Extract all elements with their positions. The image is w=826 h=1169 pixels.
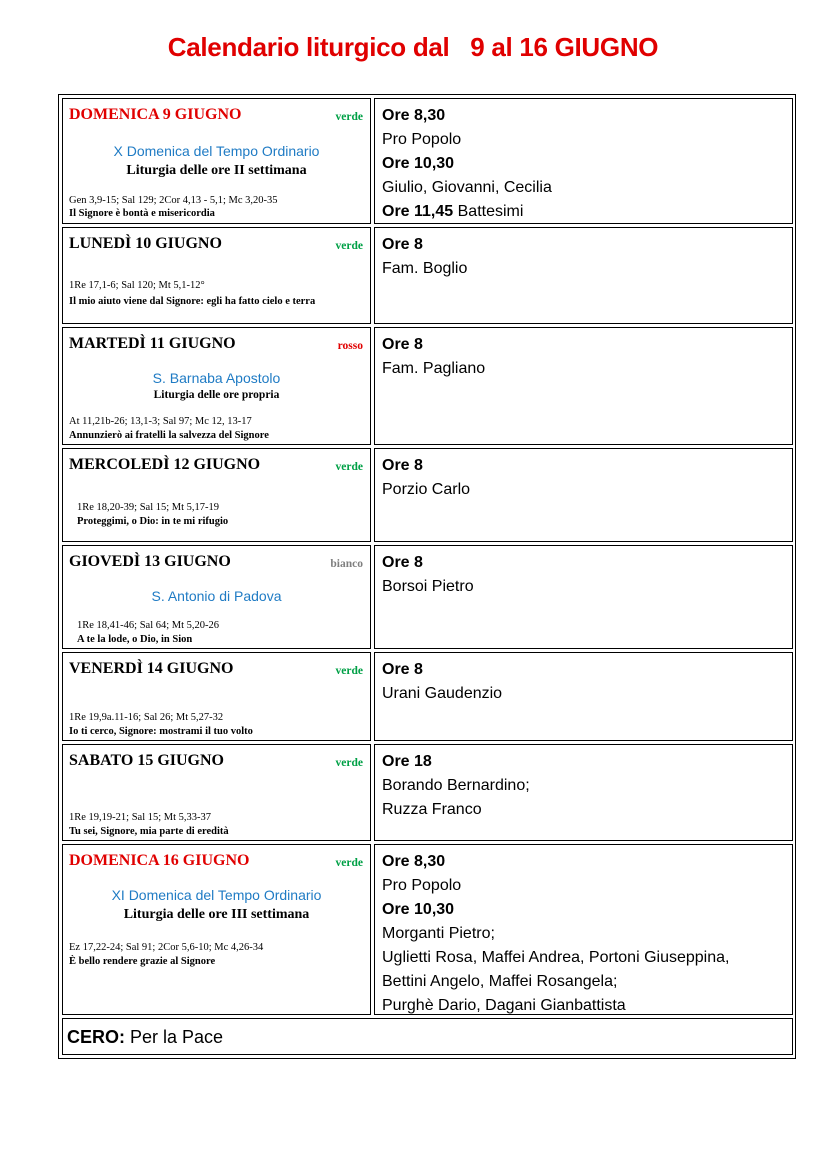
mass-intentions xyxy=(382,454,788,502)
scripture-references: At 11,21b-26; 13,1-3; Sal 97; Mc 12, 13-17 xyxy=(69,416,252,427)
psalm-response: Proteggimi, o Dio: in te mi rifugio xyxy=(77,516,229,527)
scripture-references: Gen 3,9-15; Sal 129; 2Cor 4,13 - 5,1; Mc 3,20-35 xyxy=(69,195,278,206)
mass-cell xyxy=(374,652,793,741)
psalm-response: Io ti cerco, Signore: mostrami il tuo volto xyxy=(69,726,253,737)
mass-cell xyxy=(374,327,793,445)
liturgical-color: verde xyxy=(335,240,363,252)
liturgy-hours: Liturgia delle ore propria xyxy=(153,389,280,401)
mass-intention: Purghè Dario, Dagani Gianbattista xyxy=(382,997,626,1014)
day-info-cell xyxy=(62,448,371,542)
mass-cell xyxy=(374,98,793,224)
mass-intentions xyxy=(382,850,788,1015)
day-name: MARTEDÌ 11 GIUGNO xyxy=(69,335,236,352)
mass-time: Ore 18 xyxy=(382,753,432,770)
day-info-cell xyxy=(62,545,371,649)
feast-name: S. Antonio di Padova xyxy=(151,588,282,604)
day-name: GIOVEDÌ 13 GIUGNO xyxy=(69,553,231,570)
liturgical-color: verde xyxy=(335,665,363,677)
liturgical-color: verde xyxy=(335,757,363,769)
scripture-references: 1Re 18,41-46; Sal 64; Mt 5,20-26 xyxy=(77,620,220,631)
mass-time: Ore 11,45 xyxy=(382,203,454,220)
scripture-references: 1Re 17,1-6; Sal 120; Mt 5,1-12° xyxy=(69,280,205,291)
feast-name: X Domenica del Tempo Ordinario xyxy=(113,143,320,159)
liturgical-color: verde xyxy=(335,111,363,123)
mass-time: Ore 8 xyxy=(382,236,423,253)
mass-cell xyxy=(374,545,793,649)
day-info-cell xyxy=(62,327,371,445)
scripture-references: 1Re 19,9a.11-16; Sal 26; Mt 5,27-32 xyxy=(69,712,224,723)
psalm-response: Annunzierò ai fratelli la salvezza del Signore xyxy=(69,430,269,441)
day-name: LUNEDÌ 10 GIUGNO xyxy=(69,235,222,252)
mass-intention: Pro Popolo xyxy=(382,131,462,148)
scripture-references: 1Re 19,19-21; Sal 15; Mt 5,33-37 xyxy=(69,812,212,823)
mass-time: Ore 8 xyxy=(382,336,423,353)
mass-time: Ore 8 xyxy=(382,554,423,571)
mass-time: Ore 8,30 xyxy=(382,107,446,124)
liturgy-hours: Liturgia delle ore III settimana xyxy=(123,907,310,922)
day-name: DOMENICA 16 GIUGNO xyxy=(69,852,250,869)
day-info-cell xyxy=(62,227,371,324)
mass-intention: Ruzza Franco xyxy=(382,801,482,818)
day-info-cell xyxy=(62,744,371,841)
feast-name: S. Barnaba Apostolo xyxy=(152,370,281,386)
mass-intention: Fam. Pagliano xyxy=(382,360,486,377)
mass-intention: Uglietti Rosa, Maffei Andrea, Portoni Giuseppina, xyxy=(382,949,730,966)
mass-cell xyxy=(374,744,793,841)
mass-intentions xyxy=(382,658,788,706)
mass-intentions xyxy=(382,750,788,822)
mass-intention: Bettini Angelo, Maffei Rosangela; xyxy=(382,973,618,990)
mass-cell xyxy=(374,227,793,324)
psalm-response: Il Signore è bontà e misericordia xyxy=(69,208,215,219)
mass-time: Ore 8,30 xyxy=(382,853,446,870)
mass-intention: Porzio Carlo xyxy=(382,481,471,498)
mass-intentions xyxy=(382,104,788,224)
mass-intention: Morganti Pietro; xyxy=(382,925,495,942)
liturgical-color: rosso xyxy=(337,340,363,352)
calendar-table xyxy=(58,94,796,1059)
cero-text: Per la Pace xyxy=(125,1027,224,1047)
mass-intention: Borando Bernardino; xyxy=(382,777,530,794)
day-info-cell xyxy=(62,98,371,224)
mass-intention: Urani Gaudenzio xyxy=(382,685,503,702)
page-title: Calendario liturgico dal 9 al 16 GIUGNO xyxy=(167,32,659,62)
liturgy-hours: Liturgia delle ore II settimana xyxy=(126,163,307,178)
psalm-response: È bello rendere grazie al Signore xyxy=(69,956,216,967)
mass-intentions xyxy=(382,333,788,381)
scripture-references: 1Re 18,20-39; Sal 15; Mt 5,17-19 xyxy=(77,502,220,513)
liturgical-color: verde xyxy=(335,461,363,473)
feast-name: XI Domenica del Tempo Ordinario xyxy=(111,887,322,903)
liturgical-color: bianco xyxy=(330,558,363,570)
mass-intention: Fam. Boglio xyxy=(382,260,468,277)
day-info-cell xyxy=(62,844,371,1015)
mass-time: Ore 10,30 xyxy=(382,901,455,918)
mass-intention: Borsoi Pietro xyxy=(382,578,474,595)
mass-intention: Pro Popolo xyxy=(382,877,462,894)
cero-cell xyxy=(62,1018,793,1055)
psalm-response: A te la lode, o Dio, in Sion xyxy=(77,634,193,645)
day-name: VENERDÌ 14 GIUGNO xyxy=(69,660,234,677)
cero-label: CERO: xyxy=(67,1027,125,1047)
day-name: DOMENICA 9 GIUGNO xyxy=(69,106,242,123)
mass-time: Ore 8 xyxy=(382,661,423,678)
mass-cell xyxy=(374,448,793,542)
scripture-references: Ez 17,22-24; Sal 91; 2Cor 5,6-10; Mc 4,26-34 xyxy=(69,942,264,953)
mass-intentions xyxy=(382,551,788,599)
day-name: SABATO 15 GIUGNO xyxy=(69,752,224,769)
cero-line xyxy=(67,1027,223,1048)
mass-intention: Battesimi xyxy=(453,203,524,220)
mass-intentions xyxy=(382,233,788,281)
mass-time: Ore 10,30 xyxy=(382,155,455,172)
day-name: MERCOLEDÌ 12 GIUGNO xyxy=(69,456,261,473)
day-info-cell xyxy=(62,652,371,741)
mass-intention: Giulio, Giovanni, Cecilia xyxy=(382,179,552,196)
mass-cell xyxy=(374,844,793,1015)
mass-time: Ore 8 xyxy=(382,457,423,474)
liturgical-color: verde xyxy=(335,857,363,869)
psalm-response: Tu sei, Signore, mia parte di eredità xyxy=(69,826,229,837)
psalm-response: Il mio aiuto viene dal Signore: egli ha fatto cielo e terra xyxy=(69,296,316,307)
